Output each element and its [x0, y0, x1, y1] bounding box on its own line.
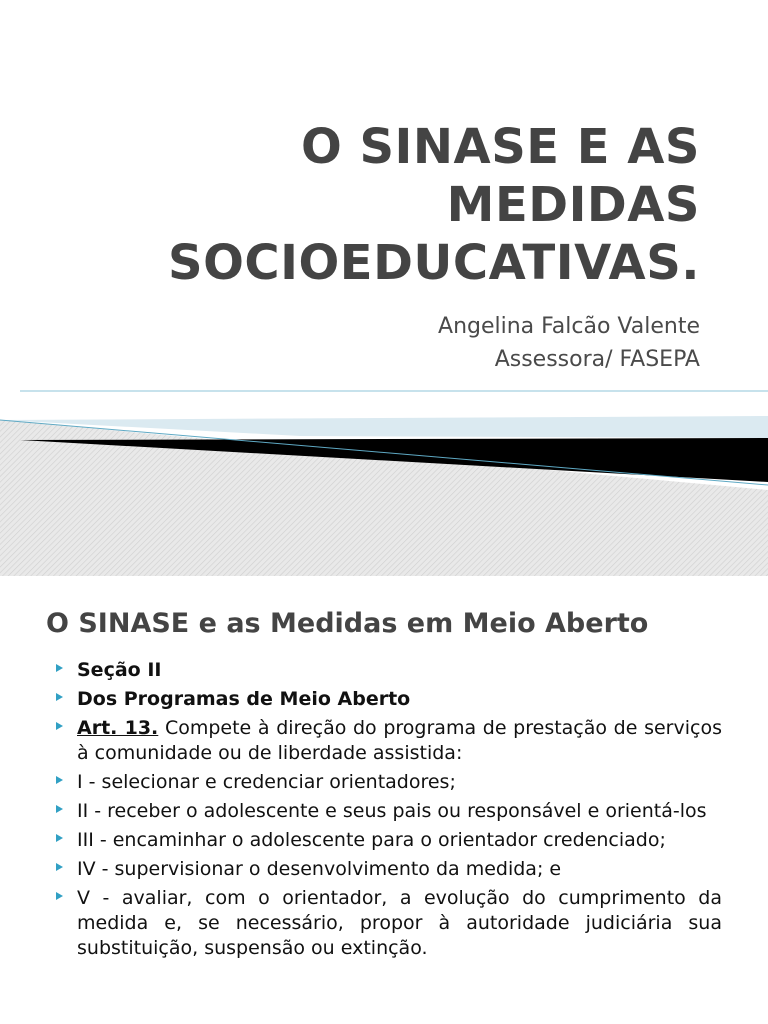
bullet-arrow-icon: [56, 664, 63, 672]
bullet-arrow-icon: [56, 834, 63, 842]
title-line: O SINASE E AS: [300, 119, 700, 175]
bullet-arrow-icon: [56, 722, 63, 730]
decorative-wave-graphic: [0, 380, 768, 576]
bullet-arrow-icon: [56, 693, 63, 701]
author-role: Assessora/ FASEPA: [494, 347, 700, 372]
list-item: [56, 658, 722, 683]
list-item: [56, 687, 722, 712]
list-item-text: V - avaliar, com o orientador, a evolução do cumprimento da medida e, se necessário, propor à autoridade judiciária sua substituição, suspensão ou extinção.: [77, 887, 722, 959]
bullet-list: [56, 658, 722, 965]
author-name: Angelina Falcão Valente: [438, 314, 700, 339]
bullet-arrow-icon: [56, 863, 63, 871]
list-item-text: Seção II: [77, 659, 162, 681]
list-item-text: Dos Programas de Meio Aberto: [77, 688, 411, 710]
list-item-text: II - receber o adolescente e seus pais ou responsável e orientá-los: [77, 800, 707, 822]
slide-title: [20, 118, 700, 292]
content-slide-title: O SINASE e as Medidas em Meio Aberto: [46, 608, 649, 639]
list-item-text: Compete à direção do programa de prestação de serviços à comunidade ou de liberdade assistida:: [77, 717, 722, 764]
list-item: [56, 828, 722, 853]
article-label: Art. 13.: [77, 717, 159, 739]
title-line: MEDIDAS: [446, 177, 700, 233]
list-item: [56, 716, 722, 766]
list-item: [56, 770, 722, 795]
bullet-arrow-icon: [56, 776, 63, 784]
slide-subtitle: [100, 310, 700, 376]
list-item-text: IV - supervisionar o desenvolvimento da medida; e: [77, 858, 562, 880]
list-item: [56, 857, 722, 882]
content-slide: [0, 576, 768, 1024]
bullet-arrow-icon: [56, 805, 63, 813]
list-item: [56, 799, 722, 824]
title-line: SOCIOEDUCATIVAS.: [168, 235, 700, 291]
list-item-text: III - encaminhar o adolescente para o orientador credenciado;: [77, 829, 666, 851]
list-item-text: I - selecionar e credenciar orientadores;: [77, 771, 456, 793]
list-item: [56, 886, 722, 961]
bullet-arrow-icon: [56, 892, 63, 900]
